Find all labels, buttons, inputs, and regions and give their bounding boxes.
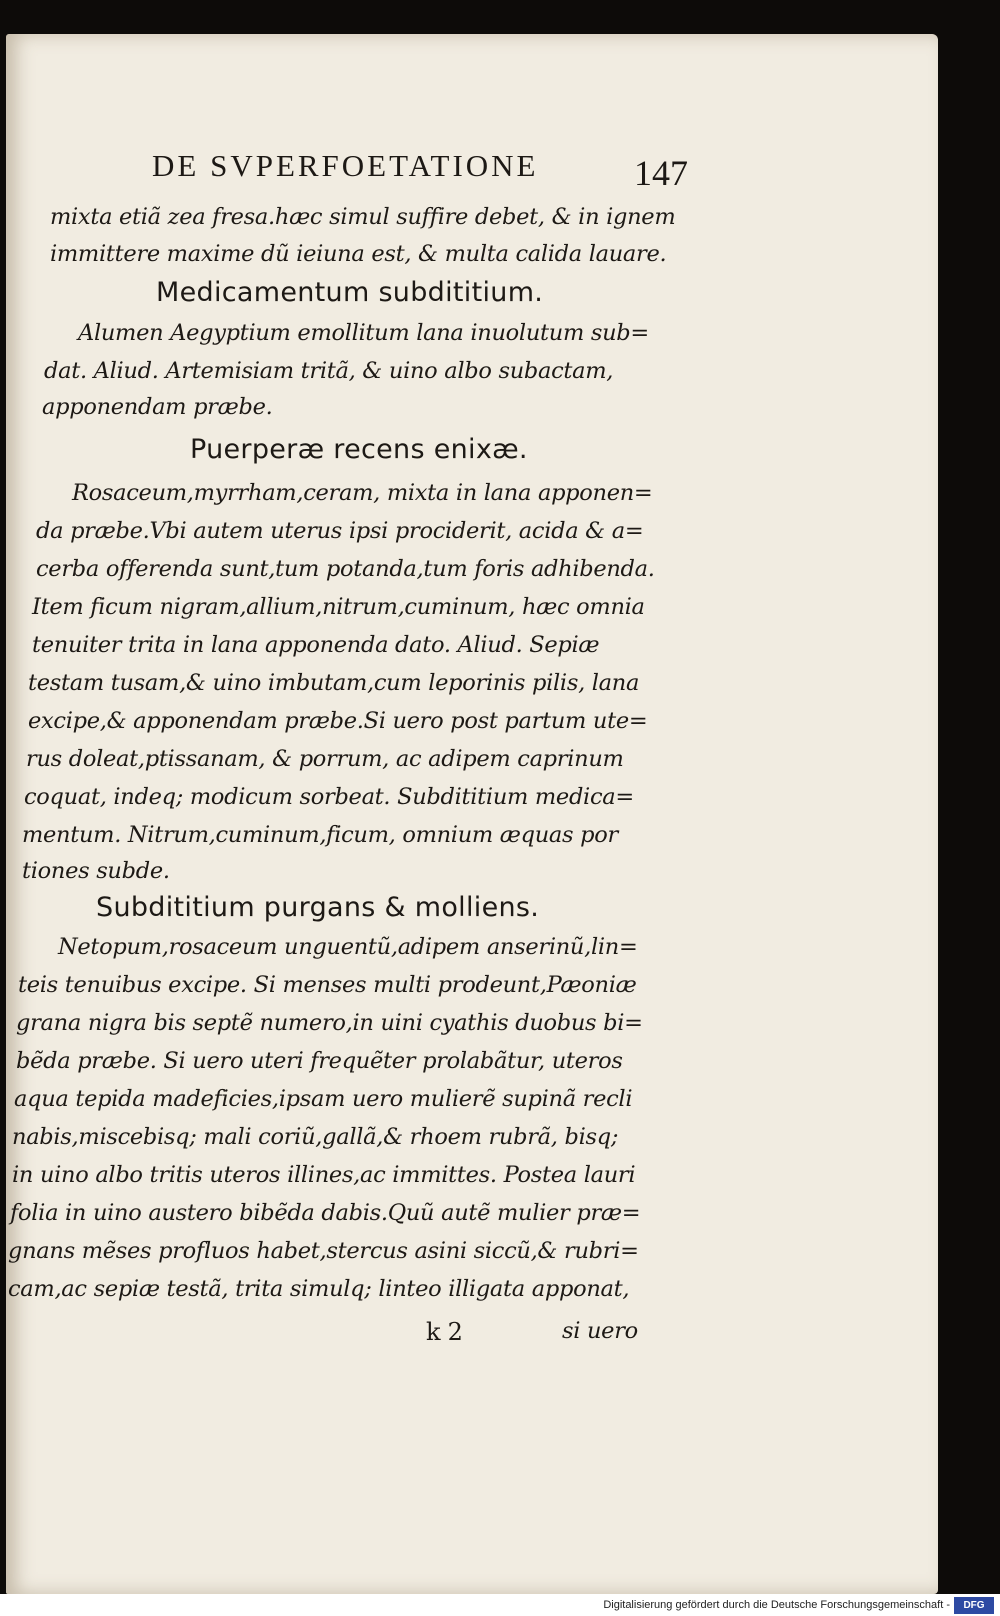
text-line: gnans mẽses profluos habet,stercus asini siccũ,& rubri= (8, 1238, 639, 1264)
text-line: tenuiter trita in lana apponenda dato. Aliud. Sepiæ (32, 632, 600, 658)
text-line: aqua tepida madeficies,ipsam uero mulierẽ supinã recli (14, 1086, 633, 1112)
text-line: Item ficum nigram,allium,nitrum,cuminum, hæc omnia (32, 594, 645, 620)
text-line: coquat, indeq; modicum sorbeat. Subdititium medica= (24, 784, 634, 810)
text-line: nabis,miscebisq; mali coriũ,gallã,& rhoem rubrã, bisq; (12, 1124, 619, 1150)
text-line: excipe,& apponendam præbe.Si uero post partum ute= (28, 708, 648, 734)
book-page (6, 34, 938, 1594)
digitization-footer (0, 1594, 1000, 1616)
text-line: cam,ac sepiæ testã, trita simulq; linteo illigata apponat, (8, 1276, 630, 1302)
dfg-logo: DFG (954, 1597, 994, 1614)
folio-number: 147 (634, 153, 688, 193)
text-line: Alumen Aegyptium emollitum lana inuolutum sub= (78, 320, 649, 346)
footer-credit-text: Digitalisierung gefördert durch die Deutsche Forschungsgemeinschaft - (603, 1599, 950, 1611)
text-line: cerba offerenda sunt,tum potanda,tum foris adhibenda. (36, 556, 655, 582)
text-line: dat. Aliud. Artemisiam tritã, & uino albo subactam, (44, 358, 614, 384)
catchword: si uero (562, 1318, 638, 1344)
section-title: Subdititium purgans & molliens. (96, 892, 540, 923)
text-line: folia in uino austero bibẽda dabis.Quũ autẽ mulier præ= (10, 1200, 641, 1226)
text-line: tiones subde. (22, 858, 170, 884)
text-line: testam tusam,& uino imbutam,cum leporinis pilis, lana (28, 670, 640, 696)
text-line: mentum. Nitrum,cuminum,ficum, omnium æquas por (22, 822, 618, 848)
text-line: teis tenuibus excipe. Si menses multi prodeunt,Pæoniæ (18, 972, 637, 998)
text-line: mixta etiã zea fresa.hæc simul suffire debet, & in ignem (50, 204, 676, 230)
text-line: immittere maxime dũ ieiuna est, & multa calida lauare. (50, 241, 667, 267)
text-line: Rosaceum,myrrham,ceram, mixta in lana apponen= (72, 480, 653, 506)
text-line: apponendam præbe. (42, 394, 273, 420)
running-head: DE SVPERFOETATIONE (152, 148, 539, 183)
text-line: Netopum,rosaceum unguentũ,adipem anserinũ,lin= (58, 934, 638, 960)
signature-mark: k 2 (426, 1318, 463, 1346)
text-line: da præbe.Vbi autem uterus ipsi prociderit, acida & a= (36, 518, 644, 544)
text-line: in uino albo tritis uteros illines,ac immittes. Postea lauri (12, 1162, 636, 1188)
section-title: Medicamentum subdititium. (156, 277, 544, 308)
text-line: grana nigra bis septẽ numero,in uini cyathis duobus bi= (16, 1010, 643, 1036)
text-line: rus doleat,ptissanam, & porrum, ac adipem caprinum (26, 746, 624, 772)
text-line: bẽda præbe. Si uero uteri frequẽter prolabãtur, uteros (16, 1048, 623, 1074)
section-title: Puerperæ recens enixæ. (190, 434, 528, 465)
